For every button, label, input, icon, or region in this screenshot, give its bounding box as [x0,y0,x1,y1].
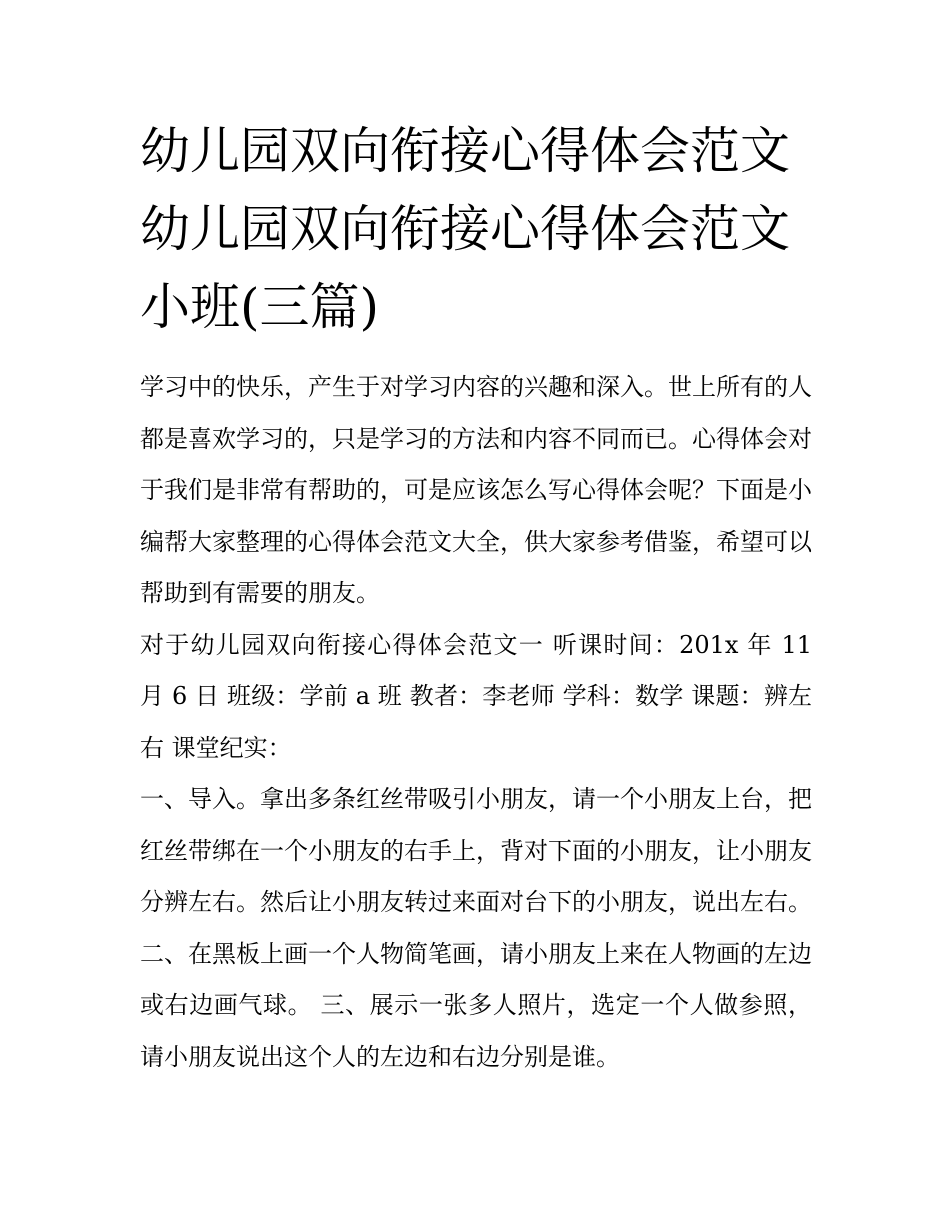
intro-paragraph: 学习中的快乐，产生于对学习内容的兴趣和深入。世上所有的人都是喜欢学习的，只是学习的方法和内容不同而已。心得体会对于我们是非常有帮助的，可是应该怎么写心得体会呢？下面是小编帮大家整理的心得体会范文大全，供大家参考借鉴，希望可以帮助到有需要的朋友。 [140,373,812,607]
title-line-3: 小班(三篇) [140,278,380,336]
document-page [140,112,812,1083]
lesson-info-paragraph: 对于幼儿园双向衔接心得体会范文一 听课时间：201x 年 11 月 6 日 班级：学前 a 班 教者：李老师 学科：数学 课题：辨左右 课堂纪实： [140,630,812,762]
title-line-2: 幼儿园双向衔接心得体会范文 [140,200,790,258]
document-title [140,112,812,346]
step-two-three-paragraph: 二、在黑板上画一个人物简笔画，请小朋友上来在人物画的左边或右边画气球。 三、展示一张多人照片，选定一个人做参照，请小朋友说出这个人的左边和右边分别是谁。 [140,939,812,1071]
step-one-paragraph: 一、导入。拿出多条红丝带吸引小朋友，请一个小朋友上台，把红丝带绑在一个小朋友的右手上，背对下面的小朋友，让小朋友分辨左右。然后让小朋友转过来面对台下的小朋友，说出左右。 [140,785,812,916]
title-line-1: 幼儿园双向衔接心得体会范文 [140,122,790,180]
